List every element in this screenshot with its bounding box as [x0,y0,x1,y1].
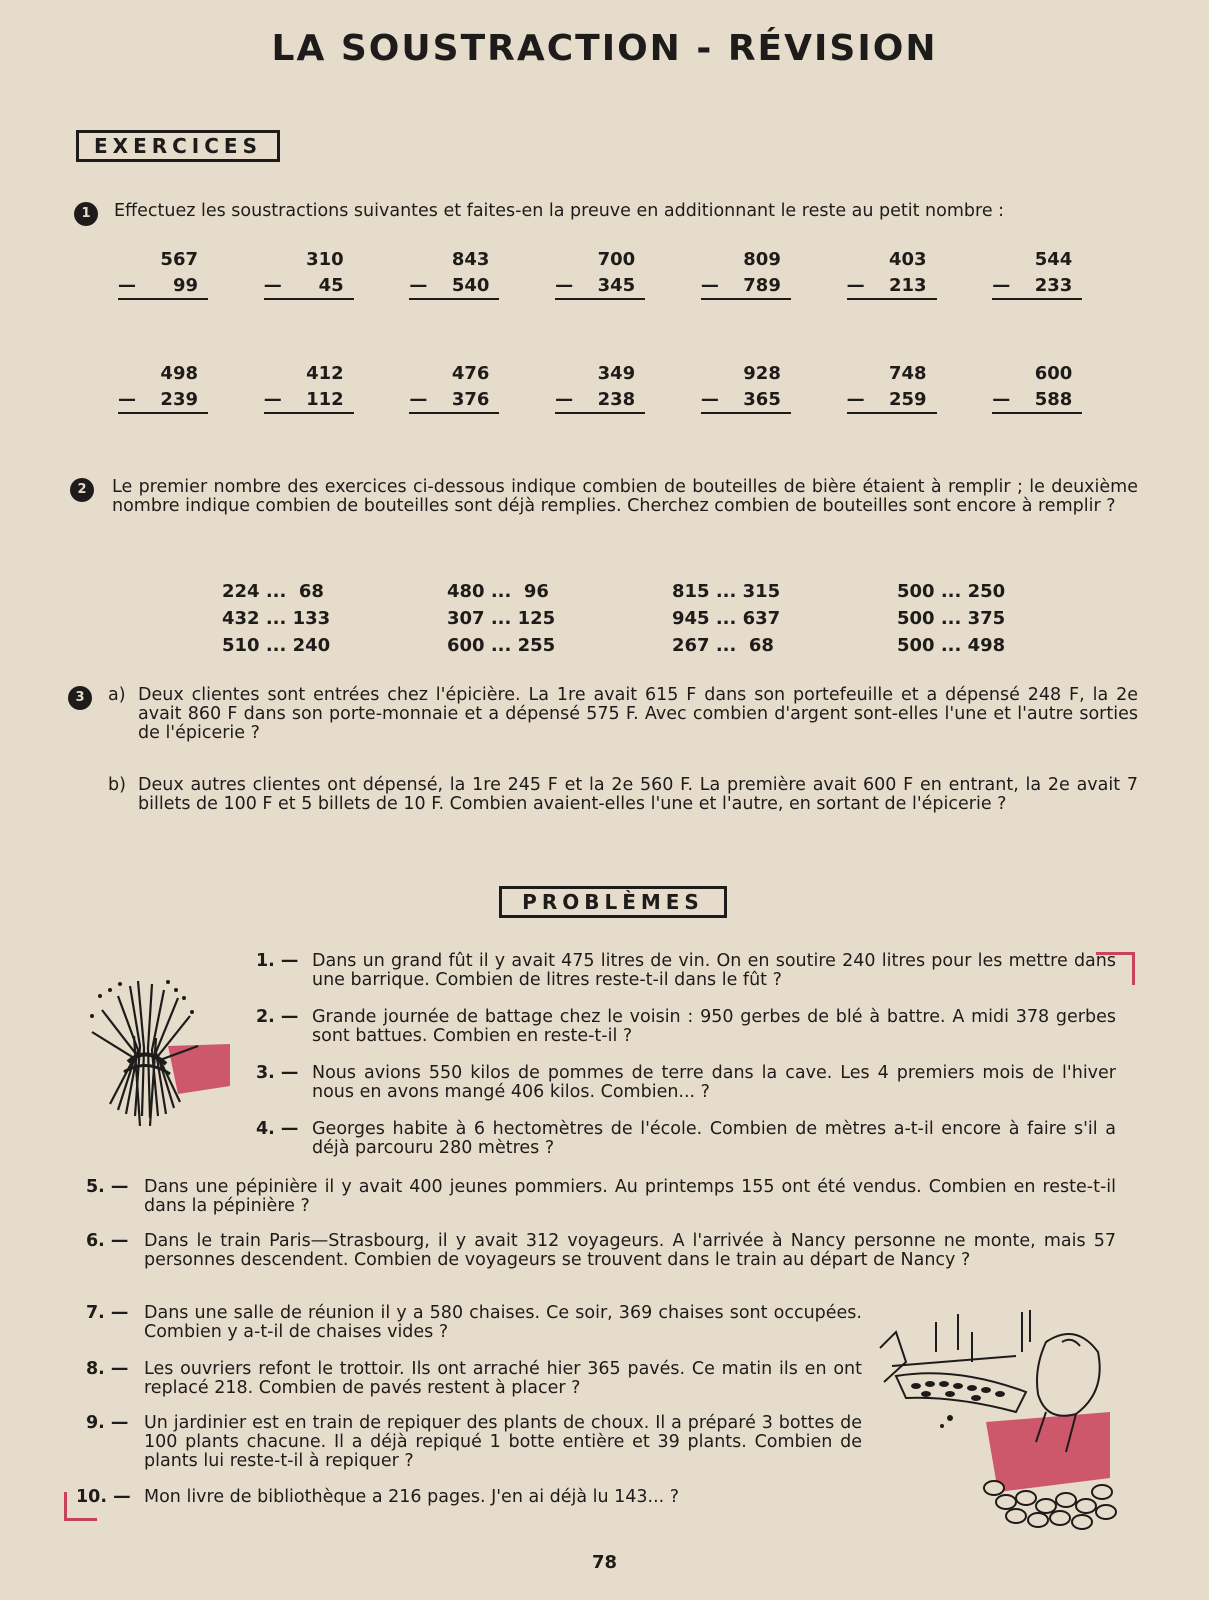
problem-number: 3. — [256,1063,299,1083]
problem-number: 7. — [86,1303,129,1323]
problem-number: 1. — [256,951,299,971]
subtrahend-line [701,273,791,300]
subtraction-problem [264,360,354,414]
subtraction-problem [847,246,937,300]
minuend: 748 [888,363,927,384]
minus-sign: — [118,275,136,296]
subtraction-problem [847,360,937,414]
minuend: 843 [451,249,490,270]
minus-sign: — [700,275,719,296]
subtrahend-line [555,273,645,300]
subtrahend: 45 [318,275,344,296]
subtrahend: 213 [888,275,927,296]
subtrahend: 233 [1034,275,1073,296]
subtrahend-line [992,273,1082,300]
subtraction-row-1 [100,246,1120,300]
subtrahend: 376 [451,389,490,410]
subtrahend-line [992,387,1082,414]
number-pair: 500 ... 498 [897,635,1006,656]
subtraction-problem [555,360,645,414]
subtraction-problem [555,246,645,300]
subtraction-problem [118,246,208,300]
subtrahend: 99 [172,275,198,296]
number-pair: 267 ... 68 [672,635,774,656]
problem-text: Georges habite à 6 hectomètres de l'école. Combien de mètres a-t-il encore à faire s'il a déjà parcouru 280 mètres ? [312,1119,1116,1158]
minuend: 700 [597,249,636,270]
problem-text: Grande journée de battage chez le voisin : 950 gerbes de blé à battre. A midi 378 gerbes sont battues. Combien en reste-t-il ? [312,1007,1116,1046]
minus-sign: — [992,389,1011,410]
number-pair: 510 ... 240 [222,635,331,656]
subtrahend: 789 [743,275,781,296]
subtraction-problem [992,360,1082,414]
subtrahend: 540 [451,275,490,296]
minuend: 476 [451,363,490,384]
problem-text: Mon livre de bibliothèque a 216 pages. J'en ai déjà lu 143... ? [144,1487,680,1507]
road-workers-illustration [866,1302,1128,1534]
subtrahend: 588 [1034,389,1073,410]
problem-number: 8. — [86,1359,129,1379]
subtraction-problem [701,360,791,414]
minuend: 567 [160,249,198,270]
number-pair: 432 ... 133 [222,608,331,629]
subtrahend-line [847,387,937,414]
problem-text: Dans le train Paris—Strasbourg, il y avait 312 voyageurs. A l'arrivée à Nancy personne ne monte, mais 57 personnes descendent. Combien de voyageurs se trouvent dans le train au départ de Nancy ? [144,1231,1116,1270]
page-number: 78 [591,1552,618,1573]
exercise-3a-text: Deux clientes sont entrées chez l'épicière. La 1re avait 615 F dans son portefeuille et a dépensé 248 F, la 2e avait 860 F dans son porte-monnaie et a dépensé 575 F. Avec combien d'argent sont-elles l'une et l'autre sorties de l'épicerie ? [138,685,1138,743]
subtrahend: 345 [597,275,636,296]
pairs-column [447,578,672,659]
minus-sign: — [555,389,574,410]
subtrahend: 365 [743,389,781,410]
pairs-column [897,578,1122,659]
problem-text: Nous avions 550 kilos de pommes de terre dans la cave. Les 4 premiers mois de l'hiver nous en avons mangé 406 kilos. Combien... ? [312,1063,1116,1102]
minus-sign: — [846,275,865,296]
number-pair: 600 ... 255 [447,635,556,656]
problem-text: Les ouvriers refont le trottoir. Ils ont arraché hier 365 pavés. Ce matin ils en ont replacé 218. Combien de pavés restent à placer ? [144,1359,862,1398]
problem-number: 5. — [86,1177,129,1197]
subtrahend-line [409,273,499,300]
problem-number: 9. — [86,1413,129,1433]
wheat-sheaf-illustration [80,976,240,1126]
problem-number: 4. — [256,1119,299,1139]
problemes-heading: PROBLÈMES [499,886,727,918]
minuend: 809 [743,249,781,270]
pairs-column [672,578,897,659]
minus-sign: — [555,275,574,296]
subtrahend-line [118,387,208,414]
subtraction-problem [409,246,499,300]
subtrahend: 238 [597,389,636,410]
subtraction-problem [409,360,499,414]
exercise-3b-label: b) [108,775,126,795]
subtrahend-line [555,387,645,414]
subtrahend-line [701,387,791,414]
problem-text: Dans une salle de réunion il y a 580 chaises. Ce soir, 369 chaises sont occupées. Combien y a-t-il de chaises vides ? [144,1303,862,1342]
minus-sign: — [700,389,719,410]
problem-text: Dans un grand fût il y avait 475 litres de vin. On en soutire 240 litres pour les mettre dans une barrique. Combien de litres reste-t-il dans le fût ? [312,951,1116,990]
number-pair: 307 ... 125 [447,608,556,629]
problem-number: 10. — [76,1487,131,1507]
subtraction-problem [701,246,791,300]
minuend: 544 [1034,249,1073,270]
number-pair: 945 ... 637 [672,608,781,629]
number-pair: 500 ... 250 [897,581,1006,602]
problem-text: Dans une pépinière il y avait 400 jeunes pommiers. Au printemps 155 ont été vendus. Combien en reste-t-il dans la pépinière ? [144,1177,1116,1216]
subtraction-problem [992,246,1082,300]
number-pair: 224 ... 68 [222,581,324,602]
subtraction-problem [118,360,208,414]
minus-sign: — [118,389,136,410]
minus-sign: — [409,389,428,410]
subtrahend-line [264,387,354,414]
subtrahend: 112 [306,389,344,410]
page-title: LA SOUSTRACTION - RÉVISION [271,28,938,69]
problem-number: 2. — [256,1007,299,1027]
number-pair: 480 ... 96 [447,581,549,602]
minuend: 498 [160,363,198,384]
minus-sign: — [409,275,428,296]
minuend: 928 [743,363,781,384]
exercise-1-instruction: Effectuez les soustractions suivantes et faites-en la preuve en additionnant le reste au petit nombre : [114,201,1005,221]
subtrahend-line [118,273,208,300]
minuend: 600 [1034,363,1073,384]
exercise-3b-text: Deux autres clientes ont dépensé, la 1re 245 F et la 2e 560 F. La première avait 600 F en entrant, la 2e avait 7 billets de 100 F et 5 billets de 10 F. Combien avaient-elles l'une et l'autre, en sortant de l'épicerie ? [138,775,1138,814]
problem-number: 6. — [86,1231,129,1251]
subtrahend: 239 [160,389,198,410]
problem-text: Un jardinier est en train de repiquer des plants de choux. Il a préparé 3 bottes de 100 plants chacune. Il a déjà repiqué 1 botte entière et 39 plants. Combien de plants lui reste-t-il à repiquer ? [144,1413,862,1471]
minuend: 412 [306,363,344,384]
subtraction-problem [264,246,354,300]
exercise-3a-label: a) [108,685,126,705]
exercise-1-badge: 1 [74,202,98,226]
subtrahend-line [847,273,937,300]
exercise-2-badge: 2 [70,478,94,502]
number-pairs [222,578,1042,659]
subtrahend: 259 [888,389,927,410]
pairs-column [222,578,447,659]
minus-sign: — [263,275,282,296]
exercise-3-badge: 3 [68,686,92,710]
exercise-2-instruction: Le premier nombre des exercices ci-dessous indique combien de bouteilles de bière étaient à remplir ; le deuxième nombre indique combien de bouteilles sont déjà remplies. Cherchez combien de bouteilles sont encore à remplir ? [112,477,1138,516]
minuend: 310 [306,249,344,270]
subtrahend-line [264,273,354,300]
number-pair: 815 ... 315 [672,581,781,602]
minus-sign: — [263,389,282,410]
subtraction-row-2 [100,360,1120,414]
minuend: 403 [888,249,927,270]
minus-sign: — [846,389,865,410]
exercices-heading: EXERCICES [76,130,280,162]
minus-sign: — [992,275,1011,296]
minuend: 349 [597,363,636,384]
number-pair: 500 ... 375 [897,608,1006,629]
subtrahend-line [409,387,499,414]
